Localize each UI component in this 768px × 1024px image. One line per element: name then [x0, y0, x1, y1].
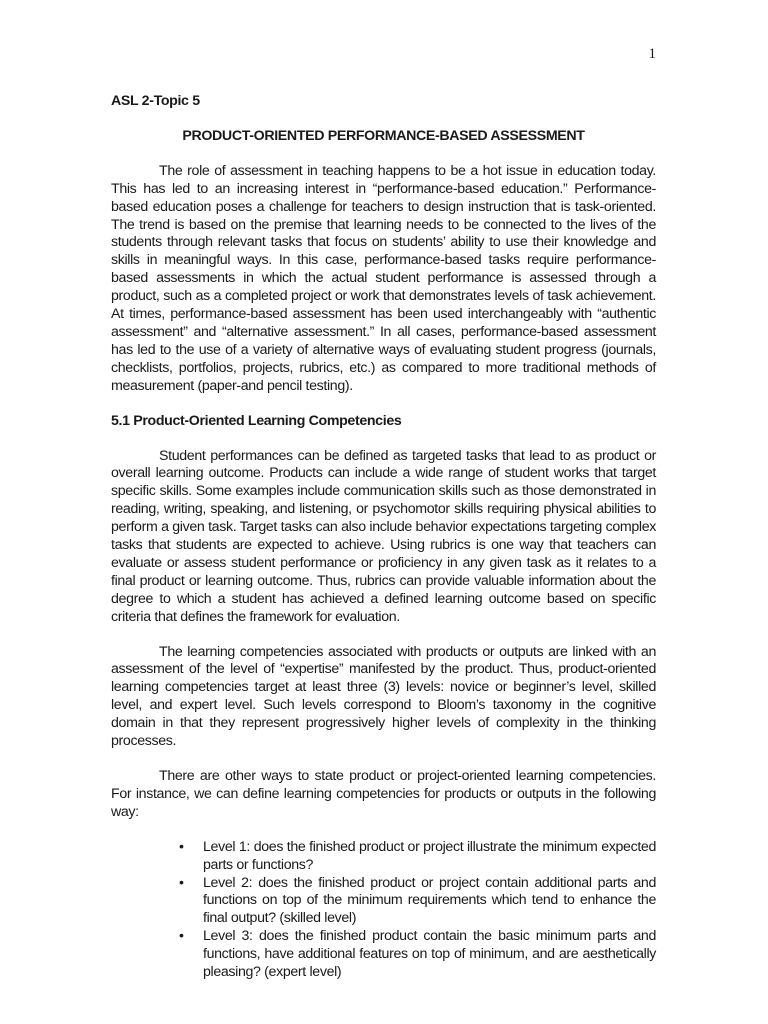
document-body: [111, 93, 656, 982]
list-item: [179, 874, 656, 929]
section-paragraph: There are other ways to state product or project-oriented learning competencies. For instance, we can define learning competencies for products or outputs in the following way:: [111, 768, 656, 820]
competency-levels-list: [111, 839, 656, 982]
section-paragraph: Student performances can be defined as targeted tasks that lead to as product or overall learning outcome. Products can include a wide range of student works that target specific skills. Some examples include communication skills such as those demonstrated in reading, writing, speaking, and listening, or psychomotor skills requiring physical abilities to perform a given task. Target tasks can also include behavior expectations targeting complex tasks that students are expected to achieve. Using rubrics is one way that teachers can evaluate or assess student performance or proficiency in any given task as it relates to a final product or learning outcome. Thus, rubrics can provide valuable information about the degree to which a student has achieved a defined learning outcome based on specific criteria that defines the framework for evaluation.: [111, 447, 656, 625]
page-number: 1: [648, 46, 656, 62]
section-paragraph: The learning competencies associated with products or outputs are linked with an assessment of the level of “expertise” manifested by the product. Thus, product-oriented learning competencies target at least three (3) levels: novice or beginner’s level, skilled level, and expert level. Such levels correspond to Bloom’s taxonomy in the cognitive domain in that they represent progressively higher levels of complexity in the thinking processes.: [111, 643, 656, 750]
list-item-text: Level 2: does the finished product or project contain additional parts and functions on top of the minimum requirements which tend to enhance the final output? (skilled level): [203, 874, 656, 927]
course-code: ASL 2-Topic 5: [111, 93, 200, 109]
list-item-text: Level 3: does the finished product contain the basic minimum parts and functions, have additional features on top of minimum, and are aesthetically pleasing? (expert level): [203, 928, 656, 981]
list-item: [179, 928, 656, 982]
section-heading: 5.1 Product-Oriented Learning Competencies: [111, 412, 402, 429]
bullet-icon: •: [179, 928, 184, 945]
bullet-icon: •: [179, 874, 184, 891]
bullet-icon: •: [179, 838, 184, 855]
list-item: [179, 838, 656, 875]
document-title: PRODUCT-ORIENTED PERFORMANCE-BASED ASSESSMENT: [182, 127, 585, 144]
list-item-text: Level 1: does the finished product or project illustrate the minimum expected parts or functions?: [203, 838, 656, 873]
intro-paragraph: The role of assessment in teaching happens to be a hot issue in education today. This has led to an increasing interest in “performance-based education.” Performance-based education poses a challenge for teachers to design instruction that is task-oriented. The trend is based on the premise that learning needs to be connected to the lives of the students through relevant tasks that focus on students’ ability to use their knowledge and skills in meaningful ways. In this case, performance-based tasks require performance-based assessments in which the actual student performance is assessed through a product, such as a completed project or work that demonstrates levels of task achievement. At times, performance-based assessment has been used interchangeably with “authentic assessment” and “alternative assessment.” In all cases, performance-based assessment has led to the use of a variety of alternative ways of evaluating student progress (journals, checklists, portfolios, projects, rubrics, etc.) as compared to more traditional methods of measurement (paper-and pencil testing).: [111, 162, 656, 394]
